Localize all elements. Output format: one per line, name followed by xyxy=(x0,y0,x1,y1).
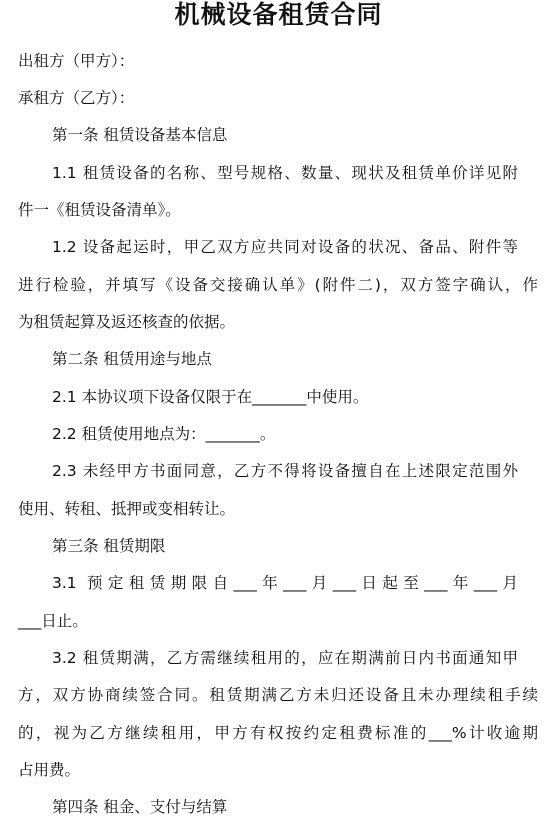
clause-2-3-line1: 2.3 未经甲方书面同意，乙方不得将设备擅自在上述限定范围外 xyxy=(52,462,518,480)
clause-1-2-line3: 为租赁起算及返还核查的依据。 xyxy=(18,313,236,331)
article1-heading: 第一条 租赁设备基本信息 xyxy=(52,126,228,144)
clause-1-2-line1: 1.2 设备起运时，甲乙双方应共同对设备的状况、备品、附件等 xyxy=(52,238,518,256)
clause-3-1-line1: 3.1 预定租赁期限自___年___月___日起至___年___月 xyxy=(52,574,518,592)
clause-3-1-line2: ___日止。 xyxy=(18,612,88,630)
clause-1-2-line2: 进行检验，并填写《设备交接确认单》(附件二)，双方签字确认，作 xyxy=(18,276,538,294)
article2-heading: 第二条 租赁用途与地点 xyxy=(52,350,212,368)
clause-3-2-line4: 占用费。 xyxy=(18,761,81,779)
article3-heading: 第三条 租赁期限 xyxy=(52,537,166,555)
clause-3-2-line2: 方，双方协商续签合同。租赁期满乙方未归还设备且未办理续租手续 xyxy=(18,686,538,704)
article4-heading: 第四条 租金、支付与结算 xyxy=(52,798,228,816)
clause-3-2-line3: 的，视为乙方继续租用，甲方有权按约定租费标准的___%计收逾期 xyxy=(18,724,538,742)
clause-1-1-line2: 件一《租赁设备清单》。 xyxy=(18,201,181,219)
document-title: 机械设备租赁合同 xyxy=(174,0,383,29)
clause-1-1-line1: 1.1 租赁设备的名称、型号规格、数量、现状及租赁单价详见附 xyxy=(52,164,518,182)
lessee-line: 承租方（乙方）： xyxy=(18,89,135,107)
clause-3-2-line1: 3.2 租赁期满，乙方需继续租用的，应在期满前日内书面通知甲 xyxy=(52,649,518,667)
clause-2-1: 2.1 本协议项下设备仅限于在_______中使用。 xyxy=(52,388,369,406)
lessor-line: 出租方（甲方）： xyxy=(18,52,135,70)
clause-2-3-line2: 使用、转租、抵押或变相转让。 xyxy=(18,500,236,518)
clause-2-2: 2.2 租赁使用地点为：_______。 xyxy=(52,425,276,443)
